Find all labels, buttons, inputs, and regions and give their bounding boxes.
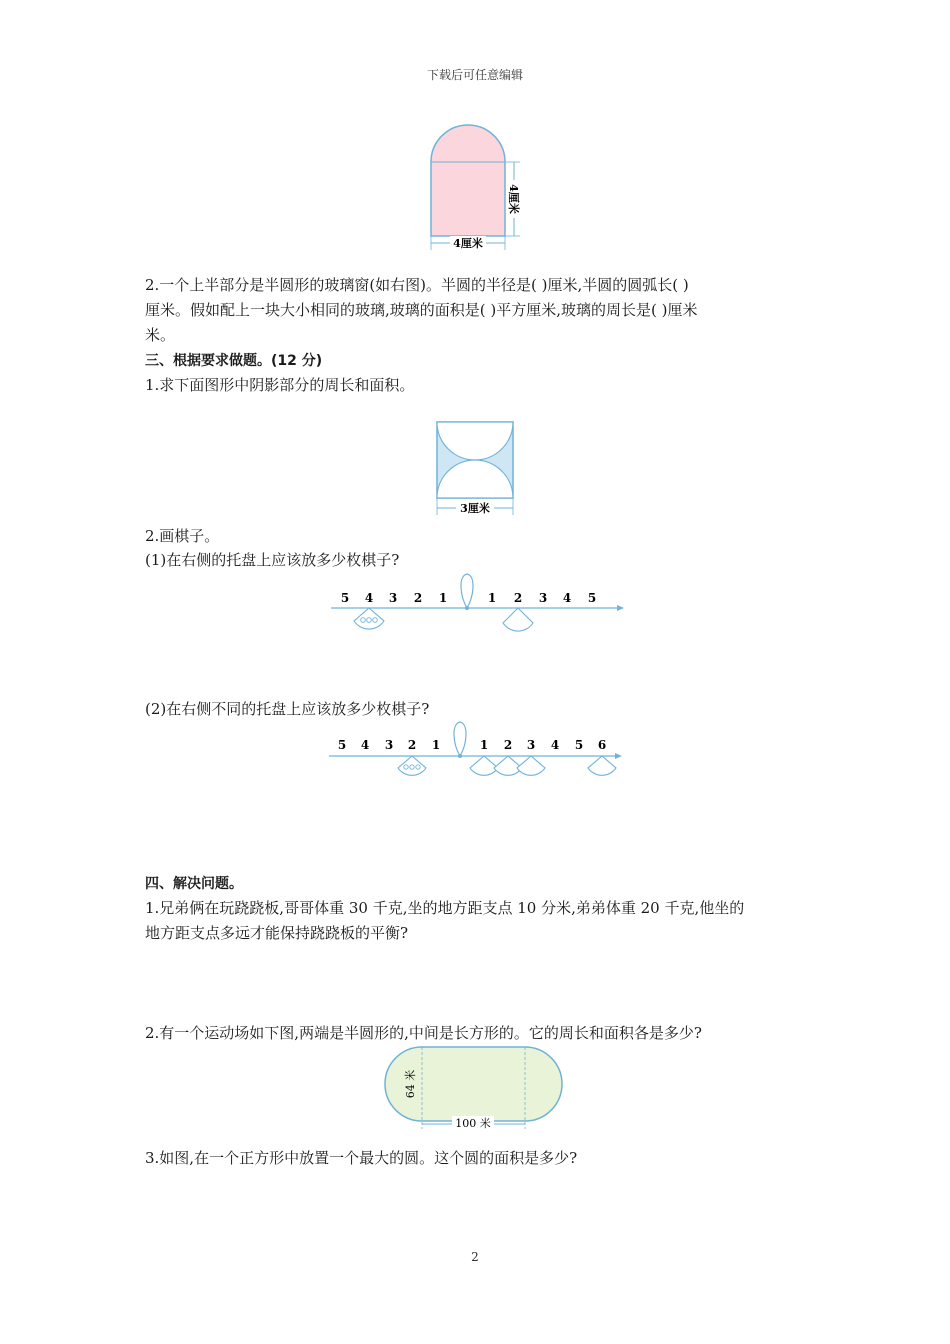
scale-1-left-label: 2 [413, 591, 423, 605]
scale-2-right-label: 6 [597, 738, 607, 752]
scale-2-left-label: 3 [384, 738, 394, 752]
section-4-title: 四、解决问题。 [145, 876, 243, 892]
scale-2-right-label: 1 [479, 738, 489, 752]
balance-scale-2 [325, 718, 630, 784]
scale-2-right-label: 5 [574, 738, 584, 752]
window-shape [431, 125, 505, 236]
scale-2-right-pan [470, 756, 498, 775]
q3-2-part1: (1)在右侧的托盘上应该放多少枚棋子? [145, 551, 400, 569]
window-width-label: 4厘米 [453, 237, 483, 250]
scale-2-right-pan [494, 756, 522, 775]
scale-2-left-label: 5 [337, 738, 347, 752]
scale-1-pivot [461, 574, 473, 608]
window-height-label: 4厘米 [507, 184, 520, 214]
scale-1-right-label: 5 [587, 591, 597, 605]
q3-2-part2: (2)在右侧不同的托盘上应该放多少枚棋子? [145, 700, 430, 718]
q2-line-3: 米。 [145, 326, 176, 344]
scale-2-right-label: 2 [503, 738, 513, 752]
page-number: 2 [471, 1250, 479, 1264]
q2-line-2: 厘米。假如配上一块大小相同的玻璃,玻璃的面积是( )平方厘米,玻璃的周长是( )厘米 [145, 301, 698, 319]
scale-1-right-label: 2 [513, 591, 523, 605]
scale-1-right-label: 1 [487, 591, 497, 605]
scale-2-right-label: 3 [526, 738, 536, 752]
scale-1-left-label: 5 [340, 591, 350, 605]
q4-1-line-2: 地方距支点多远才能保持跷跷板的平衡? [145, 924, 409, 942]
scale-1-right-label: 4 [562, 591, 572, 605]
scale-2-left-label: 4 [360, 738, 370, 752]
scale-2-right-pan [517, 756, 545, 775]
scale-2-right-label: 4 [550, 738, 560, 752]
section-3-title: 三、根据要求做题。(12 分) [145, 353, 323, 369]
balance-scale-1 [325, 566, 630, 640]
window-figure [420, 118, 530, 258]
scale-2-left-label: 1 [431, 738, 441, 752]
scale-1-right-pan [503, 608, 533, 631]
q3-1-text: 1.求下面图形中阴影部分的周长和面积。 [145, 376, 415, 394]
scale-1-left-label: 1 [438, 591, 448, 605]
scale-2-left-pan [398, 756, 426, 775]
q4-3-text: 3.如图,在一个正方形中放置一个最大的圆。这个圆的面积是多少? [145, 1149, 578, 1167]
scale-2-right-pan [588, 756, 616, 775]
square-figure [430, 418, 522, 520]
track-width-label: 100 米 [455, 1117, 491, 1130]
scale-2-pivot [454, 722, 466, 756]
square-width-label: 3厘米 [460, 502, 490, 515]
scale-1-left-label: 4 [364, 591, 374, 605]
page-header: 下载后可任意编辑 [426, 68, 523, 82]
track-height-label: 64 米 [404, 1069, 417, 1099]
scale-1-left-pan [354, 608, 384, 629]
track-figure [382, 1044, 568, 1136]
q4-2-text: 2.有一个运动场如下图,两端是半圆形的,中间是长方形的。它的周长和面积各是多少? [145, 1024, 702, 1042]
q2-line-1: 2.一个上半部分是半圆形的玻璃窗(如右图)。半圆的半径是( )厘米,半圆的圆弧长( ) [145, 276, 689, 294]
q3-2-title: 2.画棋子。 [145, 527, 220, 545]
scale-2-left-label: 2 [407, 738, 417, 752]
scale-1-left-label: 3 [388, 591, 398, 605]
q4-1-line-1: 1.兄弟俩在玩跷跷板,哥哥体重 30 千克,坐的地方距支点 10 分米,弟弟体重 20 千克,他坐的 [145, 899, 745, 917]
scale-1-right-label: 3 [538, 591, 548, 605]
